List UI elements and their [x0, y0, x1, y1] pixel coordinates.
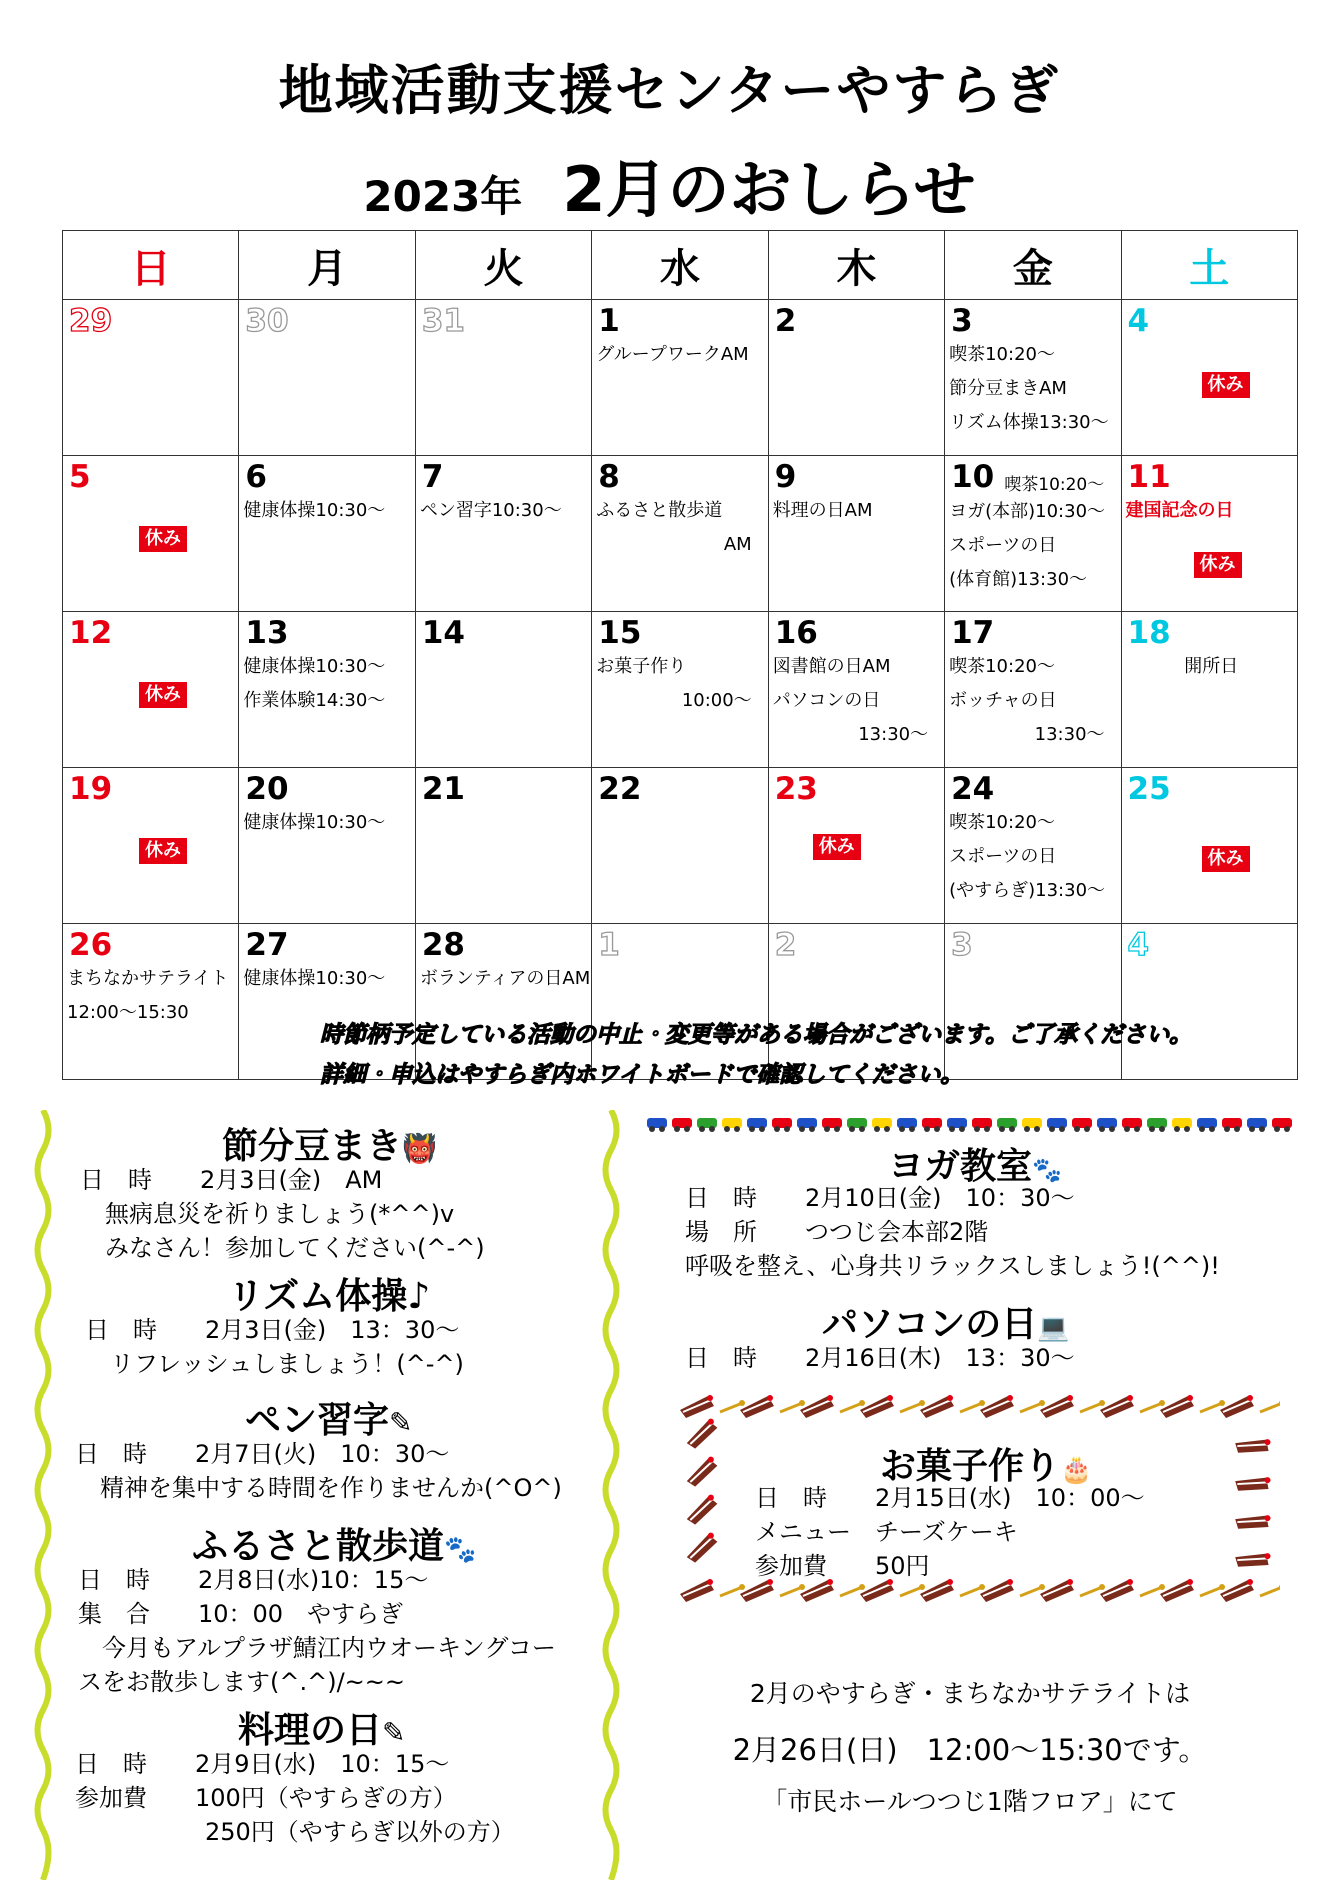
day-number: 18 — [1127, 615, 1171, 651]
day-event: AM — [723, 534, 752, 555]
day-event: 喫茶10:20～ — [949, 812, 1055, 833]
pen-line2: 精神を集中する時間を作りませんか(^O^) — [100, 1474, 562, 1502]
cake-slice-icon — [980, 1395, 1014, 1418]
day-number: 4 — [1127, 927, 1150, 963]
day-number: 7 — [421, 459, 444, 495]
day-event: 節分豆まきAM — [949, 378, 1067, 399]
calendar-week — [63, 456, 1298, 612]
car-icon — [1072, 1118, 1092, 1132]
day-cell[interactable] — [415, 768, 591, 924]
middle-vine-decoration — [600, 1110, 622, 1880]
cake-slice-icon — [682, 1493, 722, 1526]
rhythm-title: リズム体操♪ — [228, 1276, 431, 1317]
day-number: 21 — [421, 771, 465, 807]
day-number: 10 — [951, 459, 995, 495]
day-number: 20 — [245, 771, 289, 807]
calendar-table — [62, 230, 1298, 1080]
day-cell[interactable] — [945, 768, 1121, 924]
day-number: 31 — [421, 303, 465, 339]
day-cell[interactable] — [415, 300, 591, 456]
day-cell[interactable] — [768, 612, 944, 768]
rhythm-datetime: 日 時 2月3日(金) 13：30～ — [85, 1316, 460, 1344]
yoga-line3: 呼吸を整え、心身共リラックスしましょう!(^^)! — [685, 1252, 1220, 1280]
rest-badge: 休み — [1202, 846, 1250, 872]
calendar-note-1: 時節柄予定している活動の中止・変更等がある場合がございます。ご了承ください。 — [320, 1022, 1193, 1048]
cake-slice-icon — [680, 1579, 714, 1602]
cooking-fee: 参加費 100円（やすらぎの方） — [75, 1784, 457, 1812]
day-number: 16 — [774, 615, 818, 651]
day-event: パソコンの日 — [772, 690, 881, 711]
day-event: 12:00～15:30 — [67, 1002, 189, 1023]
day-number: 1 — [598, 303, 620, 339]
rest-badge: 休み — [139, 682, 187, 708]
car-icon — [1247, 1118, 1267, 1132]
day-cell[interactable] — [768, 300, 944, 456]
day-cell[interactable] — [239, 456, 415, 612]
town-top-decoration — [950, 1630, 1290, 1676]
day-event: スポーツの日 — [949, 846, 1057, 867]
yoga-title: ヨガ教室🐾 — [888, 1146, 1062, 1187]
car-icon — [1147, 1118, 1167, 1132]
walk-line3: 今月もアルプラザ鯖江内ウオーキングコー — [102, 1634, 556, 1662]
car-icon — [1197, 1118, 1217, 1132]
cake-slice-icon — [682, 1455, 722, 1488]
day-number: 26 — [69, 927, 113, 963]
day-number: 28 — [421, 927, 465, 963]
day-cell[interactable] — [63, 612, 239, 768]
cooking-datetime: 日 時 2月9日(水) 10：15～ — [75, 1750, 450, 1778]
setsubun-title: 節分豆まき👹 — [222, 1126, 437, 1167]
satellite-line3: 「市民ホールつつじ1階フロア」にて — [762, 1787, 1178, 1816]
cake-slice-icon — [1232, 1543, 1272, 1576]
day-cell[interactable] — [63, 768, 239, 924]
car-icon — [772, 1118, 792, 1132]
car-icon — [697, 1118, 717, 1132]
car-icon — [747, 1118, 767, 1132]
day-number: 25 — [1127, 771, 1171, 807]
calendar-week — [63, 768, 1298, 924]
day-cell[interactable] — [239, 300, 415, 456]
car-icon — [1122, 1118, 1142, 1132]
cake-slice-icon — [1232, 1429, 1272, 1462]
day-number: 24 — [951, 771, 995, 807]
day-event: 健康体操10:30～ — [243, 812, 386, 833]
day-number: 1 — [598, 927, 620, 963]
sweets-fee: 参加費 50円 — [755, 1552, 930, 1580]
car-icon — [1097, 1118, 1117, 1132]
day-number: 9 — [774, 459, 797, 495]
rhythm-line2: リフレッシュしましょう！(^-^) — [110, 1350, 464, 1378]
cars-decoration — [645, 1112, 1305, 1134]
cake-slice-icon — [1100, 1395, 1134, 1418]
car-icon — [997, 1118, 1017, 1132]
day-event: ふるさと散歩道 — [596, 500, 723, 521]
left-vine-decoration — [32, 1110, 54, 1880]
day-number: 13 — [245, 615, 289, 651]
cake-slice-icon — [980, 1579, 1014, 1602]
day-event: 開所日 — [1184, 656, 1239, 677]
day-cell[interactable] — [415, 612, 591, 768]
day-cell[interactable] — [592, 456, 768, 612]
day-number: 23 — [774, 771, 818, 807]
day-cell[interactable] — [592, 300, 768, 456]
day-cell[interactable] — [592, 768, 768, 924]
day-number: 12 — [69, 615, 113, 651]
day-number: 17 — [951, 615, 995, 651]
cake-slice-icon — [1220, 1579, 1254, 1602]
day-event: スポーツの日 — [949, 535, 1057, 556]
day-cell[interactable] — [1121, 612, 1297, 768]
weekday-6: 土 — [1121, 231, 1297, 300]
oni-icon: 👹 — [402, 1132, 437, 1165]
car-icon — [672, 1118, 692, 1132]
sweets-title: お菓子作り🎂 — [880, 1446, 1093, 1487]
cake-slice-icon — [920, 1395, 954, 1418]
day-number: 15 — [598, 615, 642, 651]
yoga-place: 場 所 つつじ会本部2階 — [685, 1218, 989, 1246]
cake-slice-icon — [860, 1579, 894, 1602]
car-icon — [972, 1118, 992, 1132]
car-icon — [1222, 1118, 1242, 1132]
day-event: 13:30～ — [858, 724, 929, 745]
day-cell[interactable] — [945, 456, 1121, 612]
car-icon — [847, 1118, 867, 1132]
sweets-menu: メニュー チーズケーキ — [755, 1518, 1018, 1546]
car-icon — [872, 1118, 892, 1132]
day-cell[interactable] — [945, 300, 1121, 456]
town-right-decoration — [1250, 1690, 1300, 1850]
day-cell[interactable] — [415, 456, 591, 612]
day-event: 健康体操10:30～ — [243, 500, 386, 521]
satellite-line1: 2月のやすらぎ・まちなかサテライトは — [749, 1679, 1191, 1708]
day-cell[interactable] — [63, 924, 239, 1080]
paw-icon: 🐾 — [1032, 1156, 1062, 1184]
car-icon — [1022, 1118, 1042, 1132]
yoga-datetime: 日 時 2月10日(金) 10：30～ — [685, 1184, 1075, 1212]
paw-icon: 🐾 — [444, 1535, 477, 1565]
day-event: 健康体操10:30～ — [243, 968, 386, 989]
weekday-2: 火 — [415, 231, 591, 300]
day-event: 図書館の日AM — [772, 656, 891, 677]
cake-slice-icon — [800, 1579, 834, 1602]
calendar-body — [63, 300, 1298, 1080]
holiday-label: 建国記念の日 — [1125, 500, 1234, 521]
day-cell[interactable] — [768, 768, 944, 924]
page-title: 地域活動支援センターやすらぎ — [278, 59, 1061, 122]
calendar-week — [63, 612, 1298, 768]
pc-datetime: 日 時 2月16日(木) 13：30～ — [685, 1344, 1075, 1372]
cake-slice-icon — [1040, 1395, 1074, 1418]
pen-title: ペン習字✎ — [245, 1400, 413, 1441]
cake-slice-icon — [860, 1395, 894, 1418]
cake-box-icon: 🎂 — [1060, 1455, 1093, 1485]
cake-slice-icon — [1160, 1395, 1194, 1418]
weekday-1: 月 — [239, 231, 415, 300]
rest-badge: 休み — [1202, 372, 1250, 398]
pen-datetime: 日 時 2月7日(火) 10：30～ — [75, 1440, 450, 1468]
setsubun-line2: 無病息災を祈りましょう(*^^)v — [105, 1200, 455, 1228]
day-cell[interactable] — [1121, 300, 1297, 456]
month-label: 2月のおしらせ — [562, 153, 976, 226]
day-cell[interactable] — [1121, 768, 1297, 924]
day-event: グループワークAM — [596, 344, 749, 365]
car-icon — [1272, 1118, 1292, 1132]
weekday-3: 水 — [592, 231, 768, 300]
cake-slice-icon — [1040, 1579, 1074, 1602]
day-event: 喫茶10:20～ — [949, 656, 1055, 677]
cake-slice-icon — [682, 1531, 722, 1564]
pen-icon: ✎ — [389, 1406, 413, 1439]
car-icon — [1172, 1118, 1192, 1132]
walk-line4: スをお散歩します(^.^)/~~~ — [78, 1668, 405, 1696]
cake-slice-icon — [682, 1417, 722, 1450]
car-icon — [897, 1118, 917, 1132]
cake-slice-icon — [680, 1395, 714, 1418]
day-event: 10:00～ — [681, 690, 752, 711]
satellite-line2: 2月26日(日) 12:00～15:30です。 — [732, 1733, 1208, 1767]
cake-slice-icon — [1232, 1505, 1272, 1538]
day-event: ボッチャの日 — [949, 690, 1057, 711]
cake-slice-icon — [1232, 1467, 1272, 1500]
day-number: 22 — [598, 771, 642, 807]
day-event: ペン習字10:30～ — [419, 500, 562, 521]
day-event: 健康体操10:30～ — [243, 656, 386, 677]
day-event: ヨガ(本部)10:30～ — [949, 501, 1106, 522]
day-number: 3 — [951, 303, 973, 339]
day-cell[interactable] — [768, 456, 944, 612]
car-icon — [797, 1118, 817, 1132]
cake-slice-icon — [1100, 1579, 1134, 1602]
day-event: (体育館)13:30～ — [949, 569, 1088, 590]
car-icon — [822, 1118, 842, 1132]
day-cell[interactable] — [1121, 456, 1297, 612]
town-bottom-decoration — [660, 1826, 1000, 1872]
day-number: 11 — [1127, 459, 1171, 495]
day-cell[interactable] — [239, 768, 415, 924]
day-number: 3 — [951, 927, 973, 963]
day-event: 13:30～ — [1034, 724, 1105, 745]
cake-slice-icon — [740, 1395, 774, 1418]
cooking-fee2: 250円（やすらぎ以外の方） — [205, 1818, 515, 1846]
month-title — [0, 140, 1339, 229]
cake-slice-icon — [920, 1579, 954, 1602]
day-cell[interactable] — [945, 612, 1121, 768]
day-number: 14 — [421, 615, 465, 651]
day-number: 5 — [69, 459, 91, 495]
day-number: 29 — [69, 303, 113, 339]
rest-badge: 休み — [1194, 552, 1242, 578]
cake-slice-icon — [1160, 1579, 1194, 1602]
day-cell[interactable] — [239, 612, 415, 768]
weekday-0: 日 — [63, 231, 239, 300]
day-event: 喫茶10:20～ — [949, 344, 1055, 365]
pc-title: パソコンの日💻 — [822, 1304, 1070, 1345]
calendar-note-2: 詳細・申込はやすらぎ内ホワイトボードで確認してください。 — [320, 1062, 964, 1088]
day-event: 作業体験14:30～ — [243, 690, 386, 711]
car-icon — [1047, 1118, 1067, 1132]
walk-datetime: 日 時 2月8日(水)10：15～ — [78, 1566, 429, 1594]
day-event: まちなかサテライト — [67, 968, 229, 989]
car-icon — [722, 1118, 742, 1132]
car-icon — [947, 1118, 967, 1132]
fork-icon — [1260, 1400, 1280, 1412]
day-number: 4 — [1127, 303, 1150, 339]
year-label: 2023年 — [363, 172, 523, 221]
day-cell[interactable] — [592, 612, 768, 768]
day-event: お菓子作り — [596, 656, 687, 677]
rest-badge: 休み — [813, 834, 861, 860]
day-number: 8 — [598, 459, 620, 495]
day-event: リズム体操13:30～ — [949, 412, 1109, 433]
day-number: 2 — [774, 927, 797, 963]
day-inline-event: 喫茶10:20～ — [1004, 475, 1105, 495]
day-event: ボランティアの日AM — [419, 968, 591, 989]
day-event: (やすらぎ)13:30～ — [949, 880, 1106, 901]
walk-meeting: 集 合 10：00 やすらぎ — [78, 1600, 404, 1628]
rest-badge: 休み — [139, 526, 187, 552]
weekday-4: 木 — [768, 231, 944, 300]
calendar-week — [63, 300, 1298, 456]
setsubun-line3: みなさん！参加してください(^-^) — [105, 1234, 485, 1262]
cooking-title: 料理の日✎ — [238, 1710, 406, 1751]
day-number: 27 — [245, 927, 289, 963]
fork-icon — [1260, 1584, 1280, 1596]
day-number: 30 — [245, 303, 289, 339]
sweets-datetime: 日 時 2月15日(水) 10：00～ — [755, 1484, 1145, 1512]
setsubun-datetime: 日 時 2月3日(金) AM — [80, 1166, 383, 1194]
day-cell[interactable] — [63, 456, 239, 612]
cake-slice-icon — [800, 1395, 834, 1418]
day-number: 19 — [69, 771, 113, 807]
weekday-header — [63, 231, 1298, 300]
day-number: 6 — [245, 459, 267, 495]
rest-badge: 休み — [139, 838, 187, 864]
cake-slice-icon — [740, 1579, 774, 1602]
knife-icon: ✎ — [382, 1716, 406, 1749]
cake-slice-icon — [1220, 1395, 1254, 1418]
day-number: 2 — [774, 303, 797, 339]
day-event: 料理の日AM — [772, 500, 873, 521]
car-icon — [922, 1118, 942, 1132]
weekday-5: 金 — [945, 231, 1121, 300]
car-icon — [647, 1118, 667, 1132]
walk-title: ふるさと散歩道🐾 — [192, 1526, 477, 1567]
day-cell[interactable] — [63, 300, 239, 456]
laptop-icon: 💻 — [1037, 1313, 1070, 1343]
